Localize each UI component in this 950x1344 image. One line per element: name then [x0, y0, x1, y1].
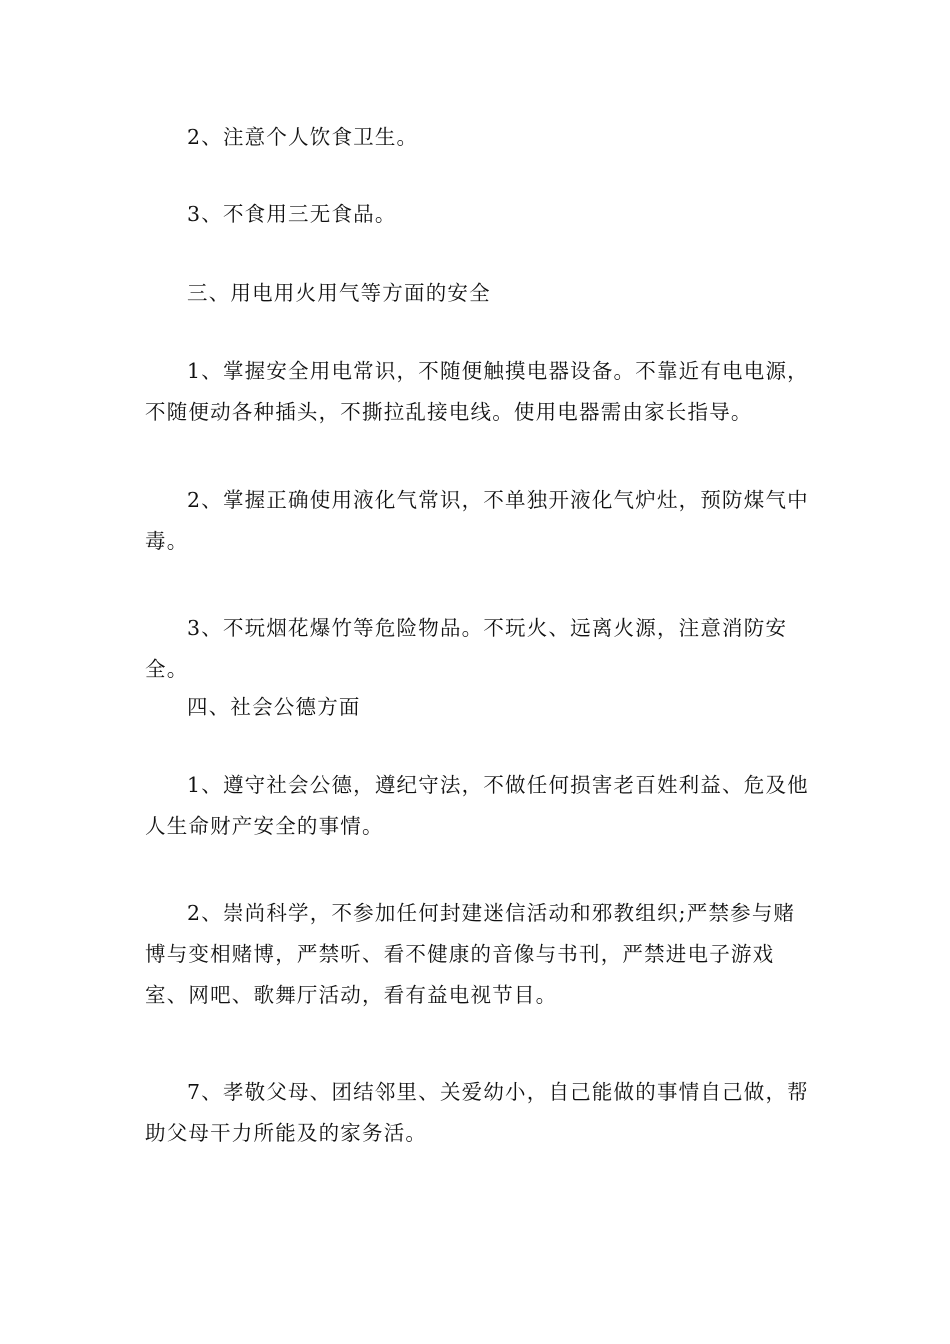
- section-heading-social-ethics: 四、社会公德方面: [187, 695, 361, 719]
- paragraph-fire-safety: 3、不玩烟花爆竹等危险物品。不玩火、远离火源，注意消防安全。: [145, 616, 788, 681]
- paragraph-social-ethics: 1、遵守社会公德，遵纪守法，不做任何损害老百姓利益、危及他人生命财产安全的事情。: [145, 773, 809, 838]
- paragraph-family-duties: 7、孝敬父母、团结邻里、关爱幼小，自己能做的事情自己做，帮助父母干力所能及的家务活。: [145, 1080, 809, 1145]
- paragraph-gas-safety: 2、掌握正确使用液化气常识，不单独开液化气炉灶，预防煤气中毒。: [145, 488, 809, 553]
- paragraph-electrical-safety: 1、掌握安全用电常识，不随便触摸电器设备。不靠近有电电源，不随便动各种插头，不撕拉乱接电线。使用电器需由家长指导。: [145, 359, 809, 424]
- section-heading-electricity-fire-gas: 三、用电用火用气等方面的安全: [187, 281, 491, 305]
- paragraph-science-and-entertainment: 2、崇尚科学，不参加任何封建迷信活动和邪教组织;严禁参与赌博与变相赌博，严禁听、看不健康的音像与书刊，严禁进电子游戏室、网吧、歌舞厅活动，看有益电视节目。: [145, 901, 796, 1007]
- paragraph-food-hygiene: 2、注意个人饮食卫生。: [187, 125, 419, 149]
- paragraph-no-unlabeled-food: 3、不食用三无食品。: [187, 202, 397, 226]
